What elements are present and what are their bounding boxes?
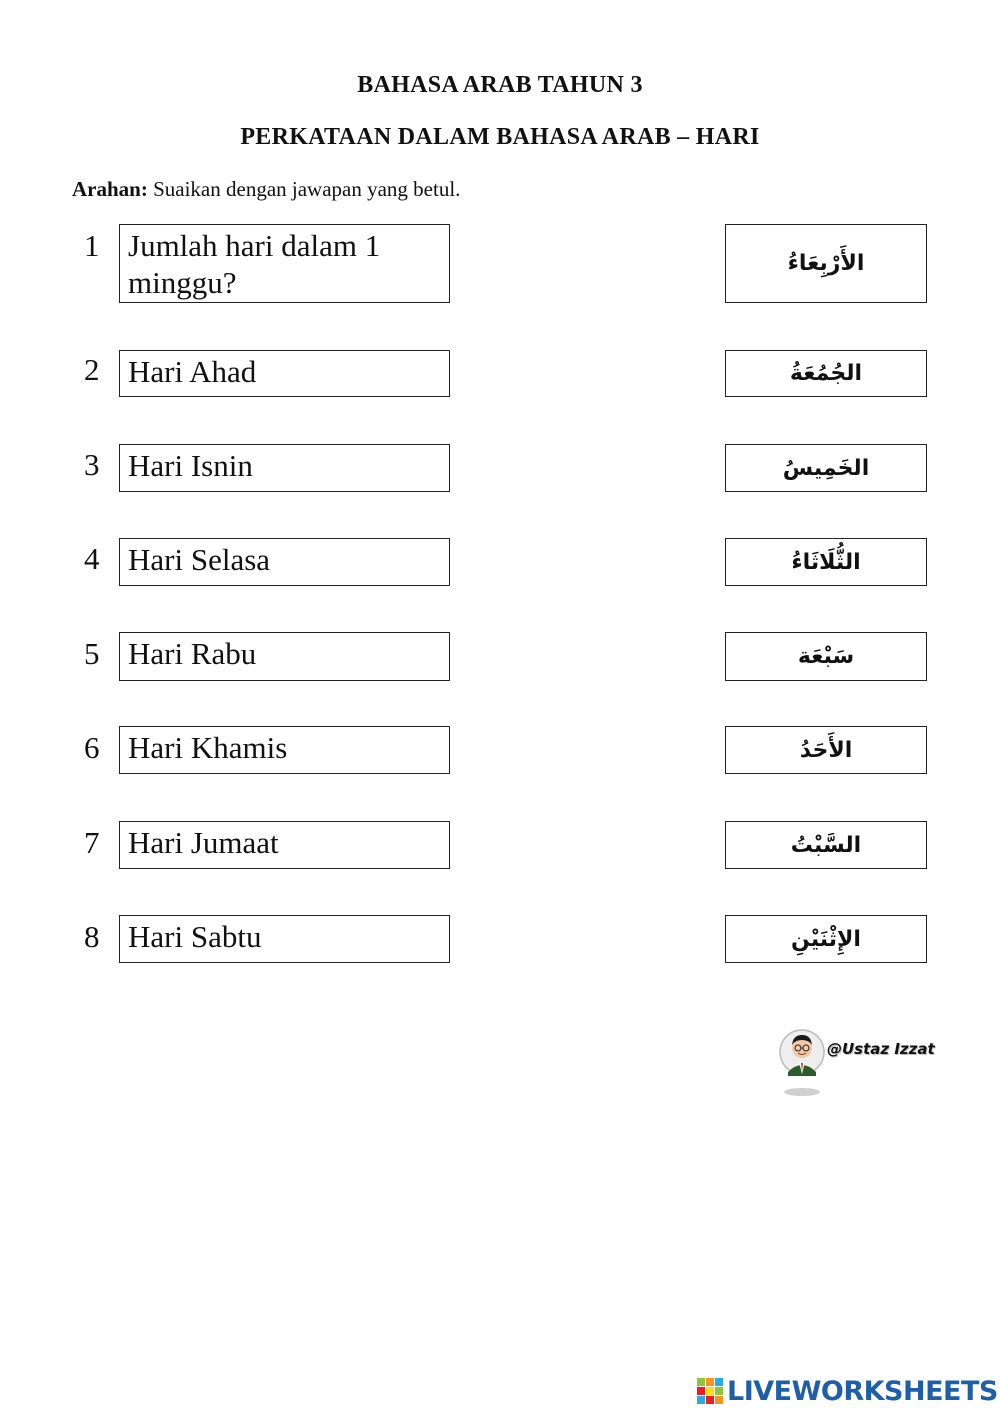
- worksheet-subtitle: PERKATAAN DALAM BAHASA ARAB – HARI: [240, 124, 760, 150]
- answer-box[interactable]: الجُمُعَةُ: [725, 350, 927, 397]
- footer-brand: [697, 1374, 998, 1408]
- question-number: 1: [84, 228, 100, 263]
- question-number: 4: [84, 541, 100, 576]
- question-box[interactable]: Jumlah hari dalam 1 minggu?: [119, 224, 450, 303]
- instruction: [72, 177, 460, 202]
- liveworksheets-logo-icon: [697, 1378, 723, 1404]
- answer-box[interactable]: سَبْعَة: [725, 632, 927, 681]
- question-box[interactable]: Hari Rabu: [119, 632, 450, 681]
- answer-box[interactable]: السَّبْتُ: [725, 821, 927, 869]
- avatar-icon: [779, 1018, 829, 1098]
- author-handle: @Ustaz Izzat: [827, 1040, 935, 1058]
- footer-brand-text: LIVEWORKSHEETS: [727, 1375, 998, 1407]
- question-box[interactable]: Hari Ahad: [119, 350, 450, 397]
- question-box[interactable]: Hari Khamis: [119, 726, 450, 774]
- question-box[interactable]: Hari Selasa: [119, 538, 450, 586]
- question-number: 8: [84, 919, 100, 954]
- answer-box[interactable]: الخَمِيسُ: [725, 444, 927, 492]
- instruction-label: Arahan:: [72, 177, 148, 201]
- question-box[interactable]: Hari Isnin: [119, 444, 450, 492]
- author-logo: [779, 1018, 939, 1098]
- answer-box[interactable]: الأَرْبِعَاءُ: [725, 224, 927, 303]
- answer-box[interactable]: الأَحَدُ: [725, 726, 927, 774]
- question-number: 5: [84, 636, 100, 671]
- instruction-text: Suaikan dengan jawapan yang betul.: [153, 177, 461, 201]
- answer-box[interactable]: الإِثْنَيْنِ: [725, 915, 927, 963]
- question-box[interactable]: Hari Sabtu: [119, 915, 450, 963]
- answer-box[interactable]: الثُّلَاثَاءُ: [725, 538, 927, 586]
- question-box[interactable]: Hari Jumaat: [119, 821, 450, 869]
- question-number: 3: [84, 447, 100, 482]
- question-number: 6: [84, 730, 100, 765]
- question-number: 2: [84, 352, 100, 387]
- worksheet-title: BAHASA ARAB TAHUN 3: [357, 72, 643, 98]
- question-number: 7: [84, 825, 100, 860]
